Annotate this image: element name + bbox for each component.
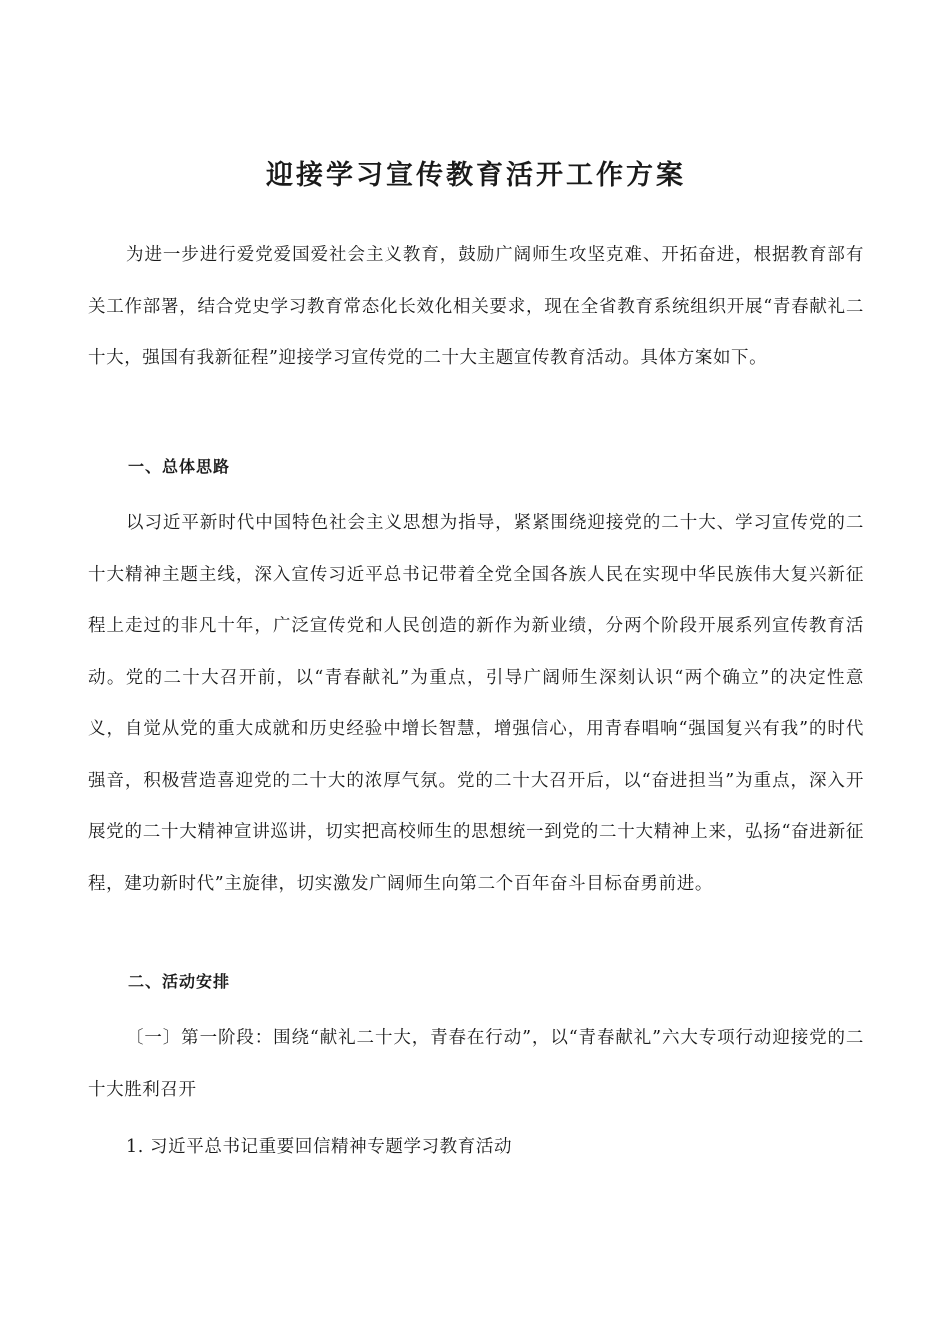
intro-paragraph: 为进一步进行爱党爱国爱社会主义教育，鼓励广阔师生攻坚克难、开拓奋进，根据教育部有关工作部署，结合党史学习教育常态化长效化相关要求，现在全省教育系统组织开展“青春献礼二十大，强国有我新征程”迎接学习宣传党的二十大主题宣传教育活动。具体方案如下。 <box>88 245 864 368</box>
document-title: 迎接学习宣传教育活开工作方案 <box>266 160 686 191</box>
list-item: 1. 习近平总书记重要回信精神专题学习教育活动 <box>126 1137 513 1157</box>
section-heading-activity-arrangement: 二、活动安排 <box>128 972 231 991</box>
section-body-overall-approach: 以习近平新时代中国特色社会主义思想为指导，紧紧围绕迎接党的二十大、学习宣传党的二十大精神主题主线，深入宣传习近平总书记带着全党全国各族人民在实现中华民族伟大复兴新征程上走过的非凡十年，广泛宣传党和人民创造的新作为新业绩，分两个阶段开展系列宣传教育活动。党的二十大召开前，以“青春献礼”为重点，引导广阔师生深刻认识“两个确立”的决定性意义，自觉从党的重大成就和历史经验中增长智慧，增强信心，用青春唱响“强国复兴有我”的时代强音，积极营造喜迎党的二十大的浓厚气氛。党的二十大召开后，以“奋进担当”为重点，深入开展党的二十大精神宣讲巡讲，切实把高校师生的思想统一到党的二十大精神上来，弘扬“奋进新征程，建功新时代”主旋律，切实激发广阔师生向第二个百年奋斗目标奋勇前进。 <box>88 513 864 894</box>
stage-one-paragraph: 〔一〕第一阶段：围绕“献礼二十大，青春在行动”，以“青春献礼”六大专项行动迎接党的二十大胜利召开 <box>88 1028 864 1100</box>
section-heading-overall-approach: 一、总体思路 <box>128 457 231 476</box>
